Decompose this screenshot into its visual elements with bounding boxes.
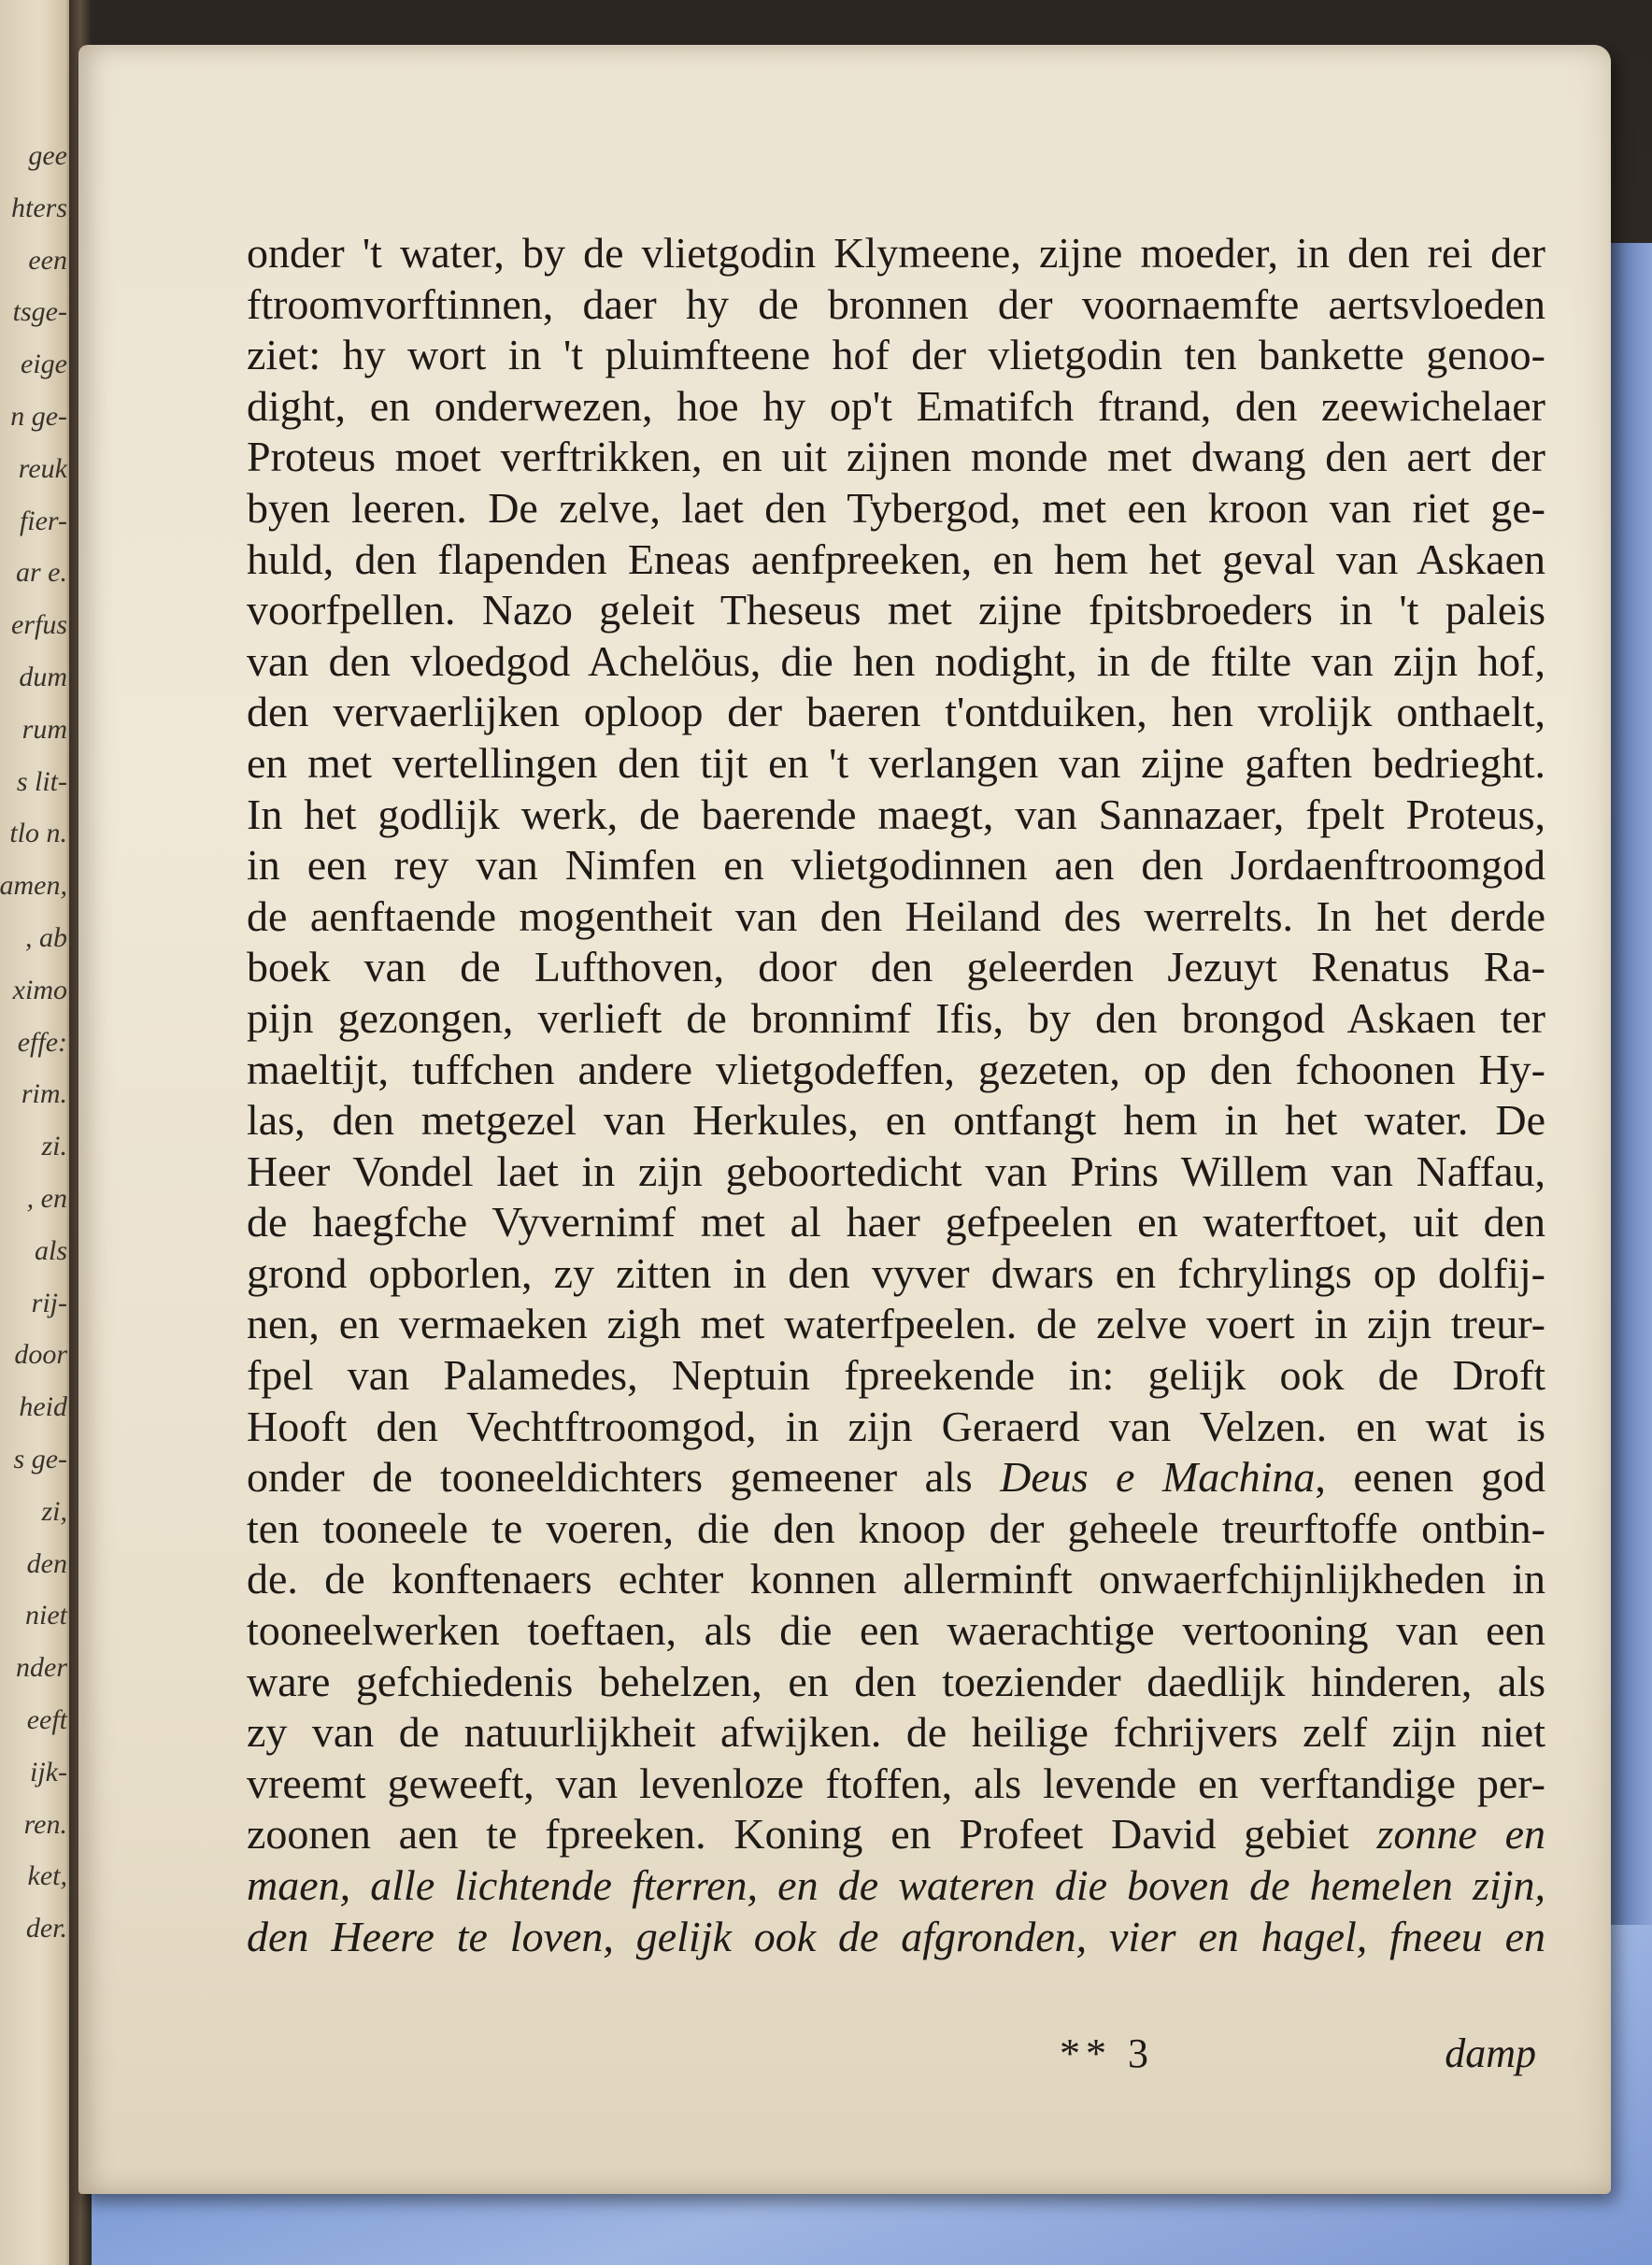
facing-page-fragment: den xyxy=(26,1547,67,1579)
text-run: tooneelwerken toeftaen, als die een waerachtige vertooning van een xyxy=(247,1606,1545,1655)
facing-page-fragment: gee xyxy=(28,140,67,171)
text-line xyxy=(247,1554,1545,1605)
text-run: zoonen aen te fpreeken. Koning en Profeet David gebiet xyxy=(247,1810,1377,1859)
text-line xyxy=(247,1095,1545,1147)
text-line xyxy=(247,1299,1545,1350)
text-line xyxy=(247,738,1545,790)
facing-page-fragment: s ge- xyxy=(13,1444,67,1474)
text-line xyxy=(247,790,1545,841)
text-run: onder 't water, by de vlietgodin Klymeene, zijne moeder, in den rei der xyxy=(247,229,1545,277)
text-line xyxy=(247,840,1545,891)
text-line xyxy=(247,636,1545,688)
text-line xyxy=(247,1350,1545,1402)
text-line xyxy=(247,1197,1545,1248)
text-line xyxy=(247,330,1545,381)
text-line xyxy=(247,585,1545,636)
facing-page-fragment: erfus xyxy=(11,609,67,641)
facing-page-fragment: zi. xyxy=(41,1131,67,1162)
text-run: nen, en vermaeken zigh met waterfpeelen. de zelve voert in zijn treur- xyxy=(247,1300,1545,1348)
facing-page-fragment: , en xyxy=(26,1183,67,1214)
text-run: fpel van Palamedes, Neptuin fpreekende in: gelijk ook de Droft xyxy=(247,1351,1545,1400)
text-line xyxy=(247,1912,1545,1963)
facing-page-fragment: nder xyxy=(16,1652,67,1684)
text-line xyxy=(247,1248,1545,1300)
italic-text-run: Deus e Machina xyxy=(1000,1453,1316,1502)
facing-page-fragment: een xyxy=(28,244,67,276)
text-run: Heer Vondel laet in zijn geboortedicht van Prins Willem van Naffau, xyxy=(247,1147,1545,1195)
facing-page-fragment: heid xyxy=(19,1391,67,1423)
text-line xyxy=(247,891,1545,943)
text-line xyxy=(247,687,1545,738)
text-line xyxy=(247,534,1545,586)
text-run: in een rey van Nimfen en vlietgodinnen aen den Jordaenftroomgod xyxy=(247,841,1545,890)
text-line xyxy=(247,1503,1545,1555)
text-line xyxy=(247,1452,1545,1503)
text-run: Hooft den Vechtftroomgod, in zijn Geraerd van Velzen. en wat is xyxy=(247,1402,1545,1450)
text-run: van den vloedgod Achelöus, die hen nodight, in de ftilte van zijn hof, xyxy=(247,636,1545,685)
text-run: de haegfche Vyvernimf met al haer gefpeelen en waterftoet, uit den xyxy=(247,1198,1545,1246)
signature-mark: ** 3 xyxy=(1060,2030,1154,2076)
text-line xyxy=(247,1657,1545,1708)
facing-page-fragment: niet xyxy=(25,1600,67,1631)
text-run: huld, den flapenden Eneas aenfpreeken, en hem het geval van Askaen xyxy=(247,534,1545,583)
text-run: Proteus moet verftrikken, en uit zijnen monde met dwang den aert der xyxy=(247,433,1545,481)
facing-page-fragment: fier- xyxy=(19,505,67,536)
facing-page-fragment: ar e. xyxy=(16,557,67,589)
text-line xyxy=(247,279,1545,331)
facing-page-fragment: rij- xyxy=(31,1287,67,1318)
facing-page-fragment: eeft xyxy=(26,1704,67,1735)
facing-page-fragment: amen, xyxy=(0,870,67,902)
text-run: vreemt geweeft, van levenloze ftoffen, als levende en verftandige per- xyxy=(247,1759,1545,1807)
text-run: , eenen god xyxy=(1315,1453,1545,1502)
text-line xyxy=(247,1147,1545,1198)
facing-page-fragment: ren. xyxy=(23,1808,67,1840)
italic-text-run: maen, alle lichtende fterren, en de wateren die boven de hemelen zijn, xyxy=(247,1861,1545,1909)
facing-page-fragment: der. xyxy=(25,1913,67,1944)
facing-page-fragment: als xyxy=(34,1234,67,1266)
facing-page-fragment: door xyxy=(14,1339,67,1371)
italic-text-run: zonne en xyxy=(1376,1810,1545,1859)
text-run: ten tooneele te voeren, die den knoop der geheele treurftoffe ontbin- xyxy=(247,1503,1545,1552)
facing-page-fragment: hters xyxy=(11,192,67,223)
facing-page-fragment: , ab xyxy=(25,922,67,953)
facing-page-fragment: tlo n. xyxy=(9,818,67,849)
text-run: onder de tooneeldichters gemeener als xyxy=(247,1453,1001,1502)
text-run: ziet: hy wort in 't pluimfteene hof der vlietgodin ten bankette genoo- xyxy=(247,331,1545,379)
text-line xyxy=(247,1045,1545,1096)
text-line xyxy=(247,1707,1545,1759)
text-run: en met vertellingen den tijt en 't verlangen van zijne gaften bedrieght. xyxy=(247,738,1545,787)
facing-page-fragment: zi, xyxy=(41,1495,67,1527)
text-line xyxy=(247,942,1545,993)
text-run: In het godlijk werk, de baerende maegt, van Sannazaer, fpelt Proteus, xyxy=(247,790,1545,838)
facing-page-fragment: eige xyxy=(21,349,67,380)
facing-page-fragment: effe: xyxy=(17,1026,67,1058)
text-run: grond opborlen, zy zitten in den vyver dwars en fchrylings op dolfij- xyxy=(247,1248,1545,1297)
facing-page-fragment: tsge- xyxy=(12,296,67,328)
text-line xyxy=(247,1605,1545,1657)
text-run: de. de konftenaers echter konnen allerminft onwaerfchijnlijkheden in xyxy=(247,1555,1545,1603)
text-line xyxy=(247,1860,1545,1912)
page-footer xyxy=(247,2030,1545,2086)
text-run: maeltijt, tuffchen andere vlietgodeffen, gezeten, op den fchoonen Hy- xyxy=(247,1045,1545,1093)
text-line xyxy=(247,483,1545,534)
text-run: dight, en onderwezen, hoe hy op't Ematifch ftrand, den zeewichelaer xyxy=(247,381,1545,430)
text-run: ftroomvorftinnen, daer hy de bronnen der voornaemfte aertsvloeden xyxy=(247,279,1545,328)
facing-page-fragment: reuk xyxy=(18,452,67,484)
text-run: voorfpellen. Nazo geleit Theseus met zijne fpitsbroeders in 't paleis xyxy=(247,586,1545,634)
text-line xyxy=(247,381,1545,433)
text-run: ware gefchiedenis behelzen, en den toeziender daedlijk hinderen, als xyxy=(247,1657,1545,1705)
text-line xyxy=(247,228,1545,279)
page-body-text xyxy=(247,228,1545,1962)
text-run: den vervaerlijken oploop der baeren t'ontduiken, hen vrolijk onthaelt, xyxy=(247,688,1545,736)
book-page xyxy=(78,45,1611,2194)
facing-page-fragment: n ge- xyxy=(10,401,67,432)
text-run: byen leeren. De zelve, laet den Tybergod, met een kroon van riet ge- xyxy=(247,483,1545,532)
text-run: pijn gezongen, verlieft de bronnimf Ifis, by den brongod Askaen ter xyxy=(247,993,1545,1042)
facing-page-fragment: s lit- xyxy=(16,765,67,797)
facing-page-fragment: rim. xyxy=(21,1078,67,1110)
facing-page-edge xyxy=(0,0,73,2265)
text-run: zy van de natuurlijkheit afwijken. de heilige fchrijvers zelf zijn niet xyxy=(247,1708,1545,1757)
text-run: boek van de Lufthoven, door den geleerden Jezuyt Renatus Ra- xyxy=(247,943,1545,991)
facing-page-fragment: ijk- xyxy=(30,1756,67,1788)
text-line xyxy=(247,432,1545,483)
text-run: de aenftaende mogentheit van den Heiland des werrelts. In het derde xyxy=(247,891,1545,940)
text-run: las, den metgezel van Herkules, en ontfangt hem in het water. De xyxy=(247,1096,1545,1145)
catchword: damp xyxy=(1445,2030,1536,2076)
text-line xyxy=(247,1759,1545,1810)
text-line xyxy=(247,993,1545,1045)
italic-text-run: den Heere te loven, gelijk ook de afgronden, vier en hagel, fneeu en xyxy=(247,1912,1545,1960)
facing-page-fragment: ket, xyxy=(27,1860,67,1892)
facing-page-fragment: ximo xyxy=(12,974,67,1005)
text-line xyxy=(247,1809,1545,1860)
facing-page-fragment: dum xyxy=(19,662,67,692)
text-line xyxy=(247,1402,1545,1453)
facing-page-fragment: rum xyxy=(21,713,67,745)
